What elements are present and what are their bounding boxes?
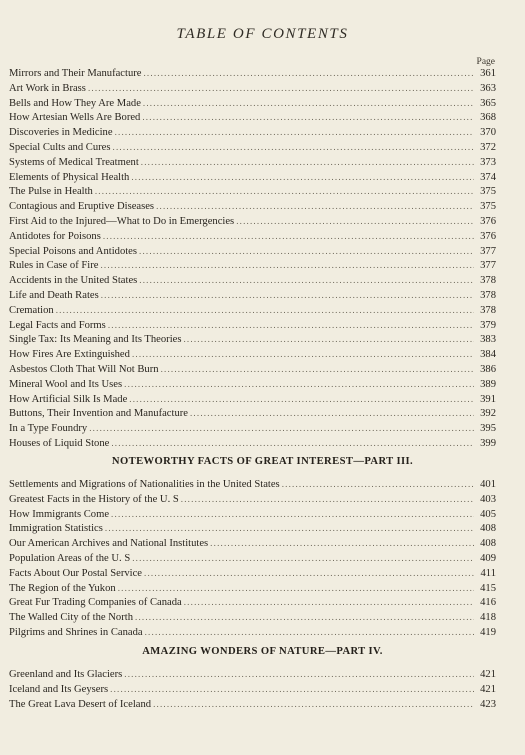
toc-entry-title: Life and Death Rates	[9, 289, 99, 301]
toc-entry-page-number: 370	[480, 127, 496, 139]
toc-entry[interactable]	[9, 96, 496, 111]
leader-dots	[131, 170, 474, 185]
leader-dots	[132, 347, 474, 362]
leader-dots	[129, 392, 474, 407]
toc-entry-page-number: 399	[480, 437, 496, 449]
toc-entry-title: How Artesian Wells Are Bored	[9, 112, 141, 124]
toc-entry-title: Great Fur Trading Companies of Canada	[9, 597, 182, 609]
toc-entry-title: Greatest Facts in the History of the U. S	[9, 493, 179, 505]
toc-entry-page-number: 403	[480, 493, 496, 505]
toc-entry[interactable]	[9, 682, 496, 697]
page-column-header: Page	[476, 57, 495, 67]
toc-entry-title: Legal Facts and Forms	[9, 319, 106, 331]
toc-entry[interactable]	[9, 477, 496, 492]
leader-dots	[161, 362, 474, 377]
toc-entry-title: Elements of Physical Health	[9, 171, 130, 183]
toc-entry-page-number: 363	[480, 82, 496, 94]
toc-entry-title: Systems of Medical Treatment	[9, 156, 139, 168]
leader-dots	[113, 140, 474, 155]
toc-entry[interactable]	[9, 273, 496, 288]
toc-entry-title: Rules in Case of Fire	[9, 260, 99, 272]
toc-entry-title: First Aid to the Injured—What to Do in Emergencies	[9, 215, 235, 227]
leader-dots	[111, 436, 474, 451]
page-title: TABLE OF CONTENTS	[176, 26, 349, 42]
toc-entry-page-number: 409	[480, 552, 496, 564]
leader-dots	[184, 595, 474, 610]
toc-entry[interactable]	[9, 303, 496, 318]
leader-dots	[95, 184, 474, 199]
toc-entry-title: Accidents in the United States	[9, 275, 138, 287]
toc-entry[interactable]	[9, 697, 496, 712]
toc-entry-title: Single Tax: Its Meaning and Its Theories	[9, 334, 182, 346]
toc-entry-page-number: 384	[480, 349, 496, 361]
toc-entry[interactable]	[9, 421, 496, 436]
toc-entry[interactable]	[9, 566, 496, 581]
toc-entry-title: Our American Archives and National Institutes	[9, 538, 209, 550]
toc-section-part-iv	[9, 667, 496, 711]
leader-dots	[105, 521, 474, 536]
toc-entry-page-number: 418	[480, 612, 496, 624]
toc-entry[interactable]	[9, 595, 496, 610]
toc-entry-title: Settlements and Migrations of Nationalities in the United States	[9, 479, 280, 490]
toc-entry-page-number: 373	[480, 156, 496, 168]
toc-entry-page-number: 392	[480, 408, 496, 420]
toc-entry-title: Special Cults and Cures	[9, 141, 111, 153]
toc-entry-page-number: 389	[480, 378, 496, 390]
toc-entry-page-number: 378	[480, 289, 496, 301]
leader-dots	[139, 273, 474, 288]
leader-dots	[135, 610, 474, 625]
leader-dots	[236, 214, 474, 229]
toc-entry-title: The Great Lava Desert of Iceland	[9, 698, 152, 710]
toc-entry-title: Population Areas of the U. S	[9, 552, 131, 564]
toc-entry-page-number: 416	[480, 597, 496, 609]
toc-entry[interactable]	[9, 332, 496, 347]
section-heading-part-iii: NOTEWORTHY FACTS OF GREAT INTEREST—PART III.	[111, 456, 414, 467]
toc-entry[interactable]	[9, 258, 496, 273]
toc-entry[interactable]	[9, 492, 496, 507]
toc-entry[interactable]	[9, 229, 496, 244]
toc-entry-title: Asbestos Cloth That Will Not Burn	[9, 363, 159, 375]
toc-entry[interactable]	[9, 184, 496, 199]
toc-entry-title: Special Poisons and Antidotes	[9, 245, 138, 257]
toc-entry[interactable]	[9, 362, 496, 377]
toc-entry-page-number: 401	[480, 479, 496, 490]
leader-dots	[141, 155, 474, 170]
toc-entry-title: Greenland and Its Glaciers	[9, 669, 123, 680]
toc-entry-page-number: 376	[480, 230, 496, 242]
leader-dots	[124, 377, 474, 392]
toc-entry-title: How Fires Are Extinguished	[9, 349, 130, 361]
toc-entry[interactable]	[9, 551, 496, 566]
toc-entry[interactable]	[9, 81, 496, 96]
toc-entry-page-number: 378	[480, 304, 496, 316]
toc-entry-page-number: 386	[480, 363, 496, 375]
leader-dots	[139, 244, 474, 259]
toc-entry-page-number: 419	[480, 626, 496, 638]
toc-entry[interactable]	[9, 377, 496, 392]
toc-entry-page-number: 378	[480, 275, 496, 287]
toc-entry-page-number: 383	[480, 334, 496, 346]
leader-dots	[145, 625, 474, 640]
toc-entry[interactable]	[9, 625, 496, 640]
toc-entry[interactable]	[9, 244, 496, 259]
toc-entry-title: Cremation	[9, 304, 54, 316]
toc-entry-title: The Region of the Yukon	[9, 582, 116, 594]
leader-dots	[156, 199, 474, 214]
toc-entry[interactable]	[9, 110, 496, 125]
leader-dots	[101, 288, 474, 303]
toc-entry-page-number: 405	[480, 508, 496, 520]
toc-entry-title: The Pulse in Health	[9, 186, 93, 198]
toc-entry-title: Bells and How They Are Made	[9, 97, 141, 109]
leader-dots	[56, 303, 474, 318]
toc-entry-page-number: 375	[480, 186, 496, 198]
leader-dots	[89, 421, 474, 436]
toc-entry[interactable]	[9, 347, 496, 362]
leader-dots	[183, 332, 474, 347]
toc-entry[interactable]	[9, 536, 496, 551]
toc-entry-page-number: 377	[480, 245, 496, 257]
toc-entry-page-number: 408	[480, 538, 496, 550]
toc-entry-page-number: 372	[480, 141, 496, 153]
leader-dots	[143, 96, 474, 111]
toc-entry-page-number: 411	[480, 567, 496, 579]
toc-entry[interactable]	[9, 288, 496, 303]
leader-dots	[108, 318, 474, 333]
toc-entry[interactable]	[9, 155, 496, 170]
toc-entry[interactable]	[9, 507, 496, 522]
toc-entry[interactable]	[9, 667, 496, 682]
toc-entry[interactable]	[9, 521, 496, 536]
leader-dots	[111, 507, 474, 522]
leader-dots	[153, 697, 474, 712]
toc-entry-title: Pilgrims and Shrines in Canada	[9, 626, 143, 638]
toc-entry-page-number: 395	[480, 423, 496, 435]
leader-dots	[103, 229, 474, 244]
toc-entry[interactable]	[9, 581, 496, 596]
toc-entry-title: Mirrors and Their Manufacture	[9, 68, 142, 79]
toc-entry-title: In a Type Foundry	[9, 423, 88, 435]
toc-entry[interactable]	[9, 406, 496, 421]
toc-entry-page-number: 391	[480, 393, 496, 405]
toc-entry-title: Buttons, Their Invention and Manufacture	[9, 408, 188, 420]
toc-entry[interactable]	[9, 610, 496, 625]
leader-dots	[144, 566, 474, 581]
leader-dots	[124, 667, 474, 682]
toc-entry-page-number: 376	[480, 215, 496, 227]
toc-entry[interactable]	[9, 199, 496, 214]
toc-entry-page-number: 421	[480, 669, 496, 680]
toc-entry[interactable]	[9, 392, 496, 407]
toc-entry-title: Immigration Statistics	[9, 523, 103, 535]
toc-entry[interactable]	[9, 66, 496, 81]
toc-entry-page-number: 368	[480, 112, 496, 124]
toc-entry-title: Antidotes for Poisons	[9, 230, 101, 242]
toc-entry[interactable]	[9, 125, 496, 140]
toc-entry[interactable]	[9, 140, 496, 155]
toc-entry-title: Contagious and Eruptive Diseases	[9, 201, 155, 213]
toc-entry-page-number: 415	[480, 582, 496, 594]
toc-entry-title: How Artificial Silk Is Made	[9, 393, 128, 405]
toc-entry-page-number: 423	[480, 698, 496, 710]
toc-entry-title: The Walled City of the North	[9, 612, 133, 624]
toc-entry-title: Mineral Wool and Its Uses	[9, 378, 123, 390]
toc-entry[interactable]	[9, 214, 496, 229]
toc-entry[interactable]	[9, 170, 496, 185]
leader-dots	[132, 551, 474, 566]
leader-dots	[88, 81, 474, 96]
toc-entry-page-number: 379	[480, 319, 496, 331]
leader-dots	[142, 110, 474, 125]
toc-entry-page-number: 365	[480, 97, 496, 109]
toc-entry-title: Art Work in Brass	[9, 82, 86, 94]
toc-entry-title: Houses of Liquid Stone	[9, 437, 110, 449]
toc-entry-page-number: 361	[480, 68, 496, 79]
toc-section-main	[9, 66, 496, 451]
toc-entry[interactable]	[9, 436, 496, 451]
leader-dots	[143, 66, 474, 81]
toc-entry-page-number: 408	[480, 523, 496, 535]
leader-dots	[100, 258, 474, 273]
leader-dots	[110, 682, 474, 697]
leader-dots	[181, 492, 474, 507]
toc-entry[interactable]	[9, 318, 496, 333]
toc-entry-title: Discoveries in Medicine	[9, 127, 113, 139]
toc-entry-title: How Immigrants Come	[9, 508, 110, 520]
leader-dots	[190, 406, 474, 421]
toc-section-part-iii	[9, 477, 496, 640]
section-heading-part-iv: AMAZING WONDERS OF NATURE—PART IV.	[142, 646, 383, 657]
toc-entry-page-number: 377	[480, 260, 496, 272]
leader-dots	[118, 581, 474, 596]
leader-dots	[282, 477, 474, 492]
toc-entry-page-number: 375	[480, 201, 496, 213]
toc-entry-page-number: 421	[480, 683, 496, 695]
leader-dots	[210, 536, 474, 551]
toc-entry-title: Iceland and Its Geysers	[9, 683, 109, 695]
leader-dots	[115, 125, 474, 140]
toc-entry-title: Facts About Our Postal Service	[9, 567, 142, 579]
toc-entry-page-number: 374	[480, 171, 496, 183]
